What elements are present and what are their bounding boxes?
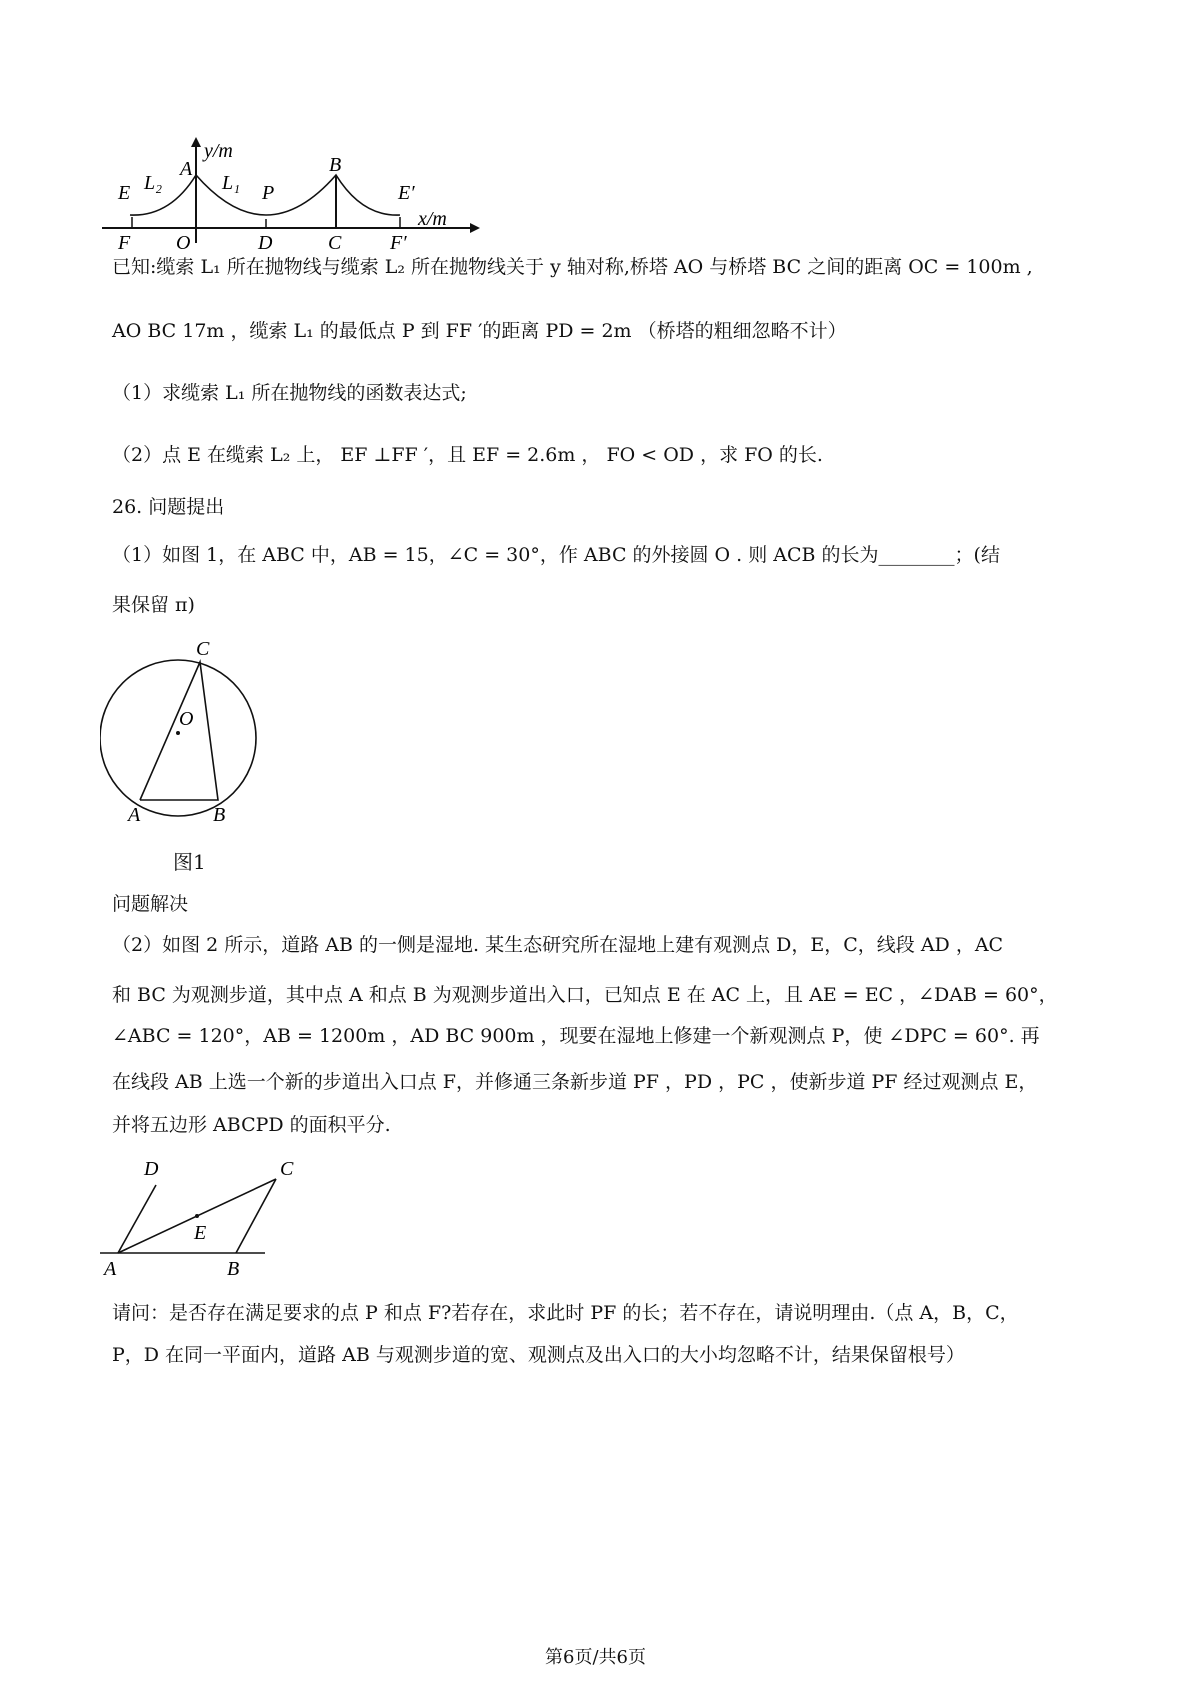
x-axis-label: x/m — [418, 208, 447, 230]
p26-q1-line1: （1）如图 1，在 ABC 中，AB = 15，∠C = 30°，作 ABC 的外接圆 O . 则 ACB 的长为________；(结 — [112, 544, 1000, 566]
p26-ask-line2: P，D 在同一平面内，道路 AB 与观测步道的宽、观测点及出入口的大小均忽略不计，结果保留根号） — [112, 1344, 965, 1366]
fig1-label-A: A — [128, 804, 141, 826]
p25-question-1: （1）求缆索 L₁ 所在抛物线的函数表达式; — [112, 382, 467, 404]
label-A: A — [180, 158, 193, 180]
figure-1 — [100, 635, 280, 835]
fig1-label-C: C — [196, 638, 210, 660]
label-L1: L₁ — [222, 172, 241, 194]
page-footer: 第6页/共6页 — [545, 1647, 646, 1668]
fig2-label-C: C — [280, 1158, 294, 1180]
bridge-diagram — [100, 135, 500, 255]
p26-q2-line1: （2）如图 2 所示，道路 AB 的一侧是湿地. 某生态研究所在湿地上建有观测点 D，E，C，线段 AD ，AC — [112, 934, 1004, 956]
p26-q1-line2: 果保留 π) — [112, 594, 195, 616]
fig1-label-O: O — [179, 708, 194, 730]
y-axis-label: y/m — [204, 140, 233, 162]
bridge-figure — [100, 135, 500, 255]
label-E-prime: E′ — [398, 182, 415, 204]
p25-given-line2: AO BC 17m ，缆索 L₁ 的最低点 P 到 FF ′的距离 PD = 2m （桥塔的粗细忽略不计） — [112, 320, 847, 342]
p25-given-line1: 已知:缆索 L₁ 所在抛物线与缆索 L₂ 所在抛物线关于 y 轴对称,桥塔 AO 与桥塔 BC 之间的距离 OC = 100m , — [112, 256, 1033, 278]
fig1-caption: 图1 — [173, 850, 206, 874]
p25-question-2: （2）点 E 在缆索 L₂ 上， EF ⊥FF ′，且 EF = 2.6m ， FO < OD ，求 FO 的长. — [112, 444, 823, 466]
label-B: B — [329, 154, 342, 176]
p26-title: 26. 问题提出 — [112, 496, 225, 518]
wetland-diagram — [100, 1155, 310, 1280]
label-E: E — [118, 182, 131, 204]
label-F: F — [118, 232, 131, 254]
p26-q2-line3: ∠ABC = 120°，AB = 1200m ，AD BC 900m ，现要在湿地上修建一个新观测点 P，使 ∠DPC = 60°. 再 — [112, 1025, 1040, 1047]
label-F-prime: F′ — [390, 232, 407, 254]
p26-q2-line4: 在线段 AB 上选一个新的步道出入口点 F，并修通三条新步道 PF ，PD ，PC ，使新步道 PF 经过观测点 E， — [112, 1071, 1038, 1093]
fig1-label-B: B — [213, 804, 226, 826]
p26-ask-line1: 请问：是否存在满足要求的点 P 和点 F?若存在，求此时 PF 的长；若不存在，请说明理由.（点 A，B，C， — [112, 1302, 1019, 1324]
p26-q2-line5: 并将五边形 ABCPD 的面积平分. — [112, 1114, 391, 1136]
figure-2 — [100, 1155, 310, 1280]
label-L2: L₂ — [144, 172, 163, 194]
label-O: O — [176, 232, 191, 254]
fig2-label-E: E — [194, 1222, 207, 1244]
fig2-label-B: B — [227, 1258, 240, 1280]
label-C: C — [328, 232, 342, 254]
p26-q2-line2: 和 BC 为观测步道，其中点 A 和点 B 为观测步道出入口，已知点 E 在 AC 上，且 AE = EC ，∠DAB = 60°， — [112, 984, 1058, 1006]
p26-section-heading: 问题解决 — [112, 893, 189, 915]
fig2-label-A: A — [104, 1258, 117, 1280]
label-D: D — [258, 232, 273, 254]
circumcircle-diagram — [100, 635, 280, 835]
fig2-label-D: D — [144, 1158, 159, 1180]
label-P: P — [262, 182, 275, 204]
